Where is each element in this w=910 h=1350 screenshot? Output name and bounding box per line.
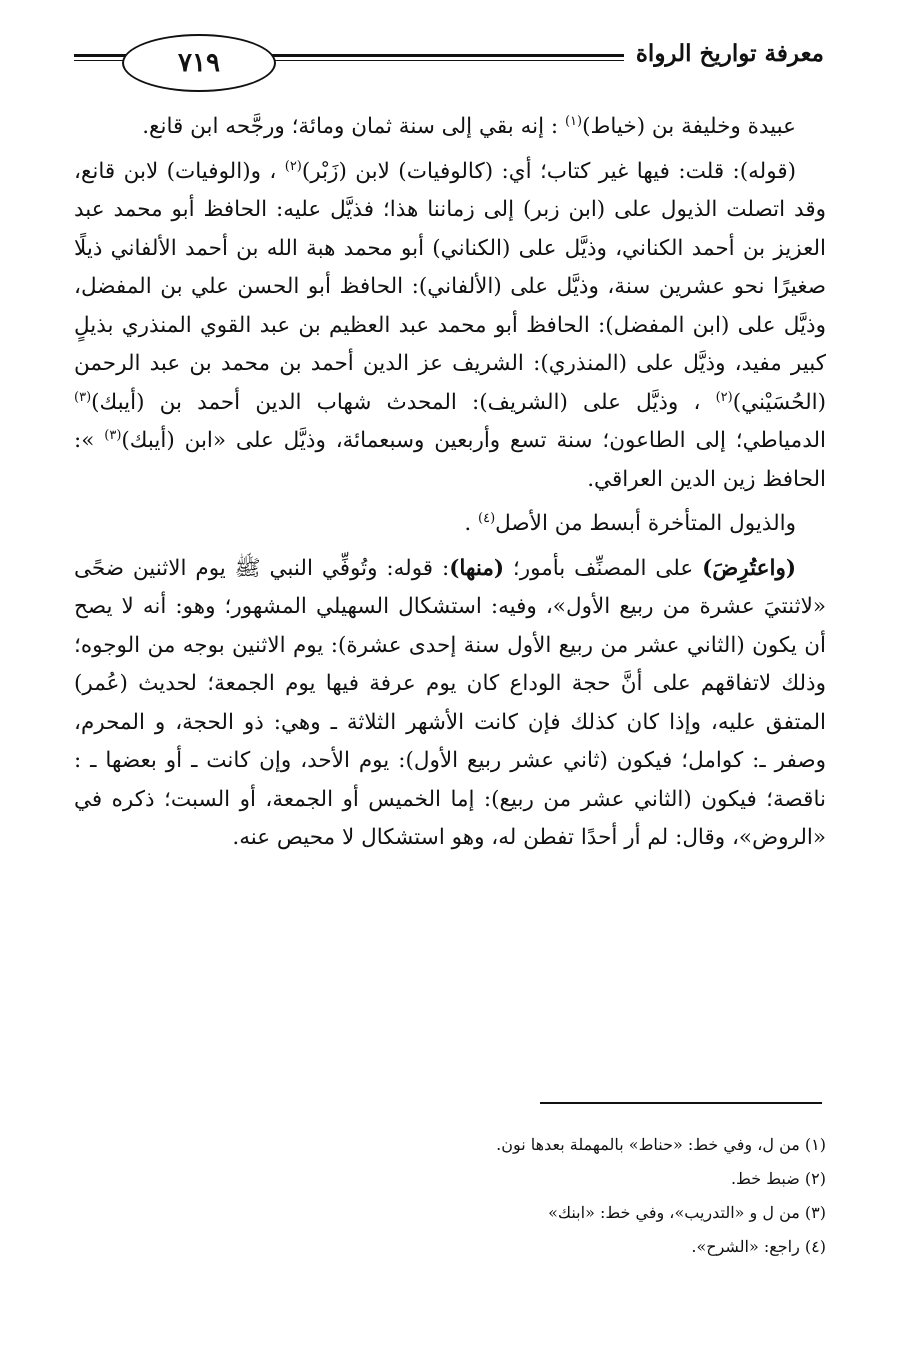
- bold-text: (واعتُرِضَ): [702, 555, 796, 581]
- footnote-ref: (٤): [478, 510, 496, 526]
- bold-text: (منها): [449, 555, 505, 581]
- footnote-ref: (٢): [284, 158, 302, 174]
- text-run: والذيول المتأخرة أبسط من الأصل: [495, 511, 796, 536]
- text-run: »: الحافظ زين الدين العراقي.: [74, 428, 826, 492]
- running-title: معرفة تواريخ الرواة: [624, 40, 824, 67]
- text-run: (قوله): قلت: فيها غير كتاب؛ أي: (كالوفيات) لابن (زَبْر): [301, 158, 796, 184]
- text-run: : إنه بقي إلى سنة ثمان ومائة؛ ورجَّحه ابن قانع.: [142, 114, 565, 139]
- footnote-ref: (٢): [715, 389, 733, 405]
- footnote-separator: [540, 1102, 822, 1104]
- text-run: ، وذيَّل على (الشريف): المحدث شهاب الدين أحمد بن (أيبك): [91, 389, 716, 415]
- text-run: على المصنِّف بأمور؛: [504, 555, 703, 581]
- page-number: ٧١٩: [122, 34, 276, 92]
- footnote-ref: (٣): [74, 389, 92, 405]
- text-run: : قوله: وتُوفِّي النبي ﷺ يوم الاثنين ضحًى «لاثنتيَ عشرة من ربيع الأول»، وفيه: استشكال السهيلي المشهور؛ وهو: أنه لا يصح أن يكون (الثاني عشر من ربيع الأول سنة إحدى عشرة): يوم الاثنين بوجه من الوجوه؛ وذلك لاتفاقهم على أنَّ حجة الوداع كان يوم عرفة فيها يوم الجمعة؛ لحديث (عُمر) المتفق عليه، وإذا كان كذلك فإن كانت الأشهر الثلاثة ـ وهي: ذو الحجة، و المحرم، وصفر ـ: كوامل؛ فيكون (ثاني عشر ربيع الأول): يوم الأحد، وإن كانت ـ أو بعضها ـ : ناقصة؛ فيكون (الثاني عشر من ربيع): إما الخميس أو الجمعة، أو السبت؛ ذكره في «الروض»، وقال: لم أر أحدًا تفطن له، وهو استشكال لا محيص عنه.: [74, 555, 826, 850]
- main-text: [74, 108, 826, 858]
- footnote: (٣) من ل و «التدريب»، وفي خط: «ابنك»: [548, 1203, 826, 1222]
- footnote: (٢) ضبط خط.: [730, 1169, 826, 1188]
- footnote-ref: (٣): [104, 427, 122, 443]
- text-run: .: [464, 511, 478, 536]
- text-run: الدمياطي؛ إلى الطاعون؛ سنة تسع وأربعين وسبعمائة، وذيَّل على «ابن (أيبك): [121, 428, 827, 453]
- paragraph: [74, 550, 826, 858]
- text-run: عبيدة وخليفة بن (خياط): [582, 114, 796, 139]
- footnote: (١) من ل، وفي خط: «حناط» بالمهملة بعدها نون.: [496, 1135, 826, 1154]
- footnote: (٤) راجع: «الشرح».: [691, 1237, 826, 1256]
- paragraph: [74, 505, 826, 544]
- footnotes: [74, 1128, 826, 1264]
- footnote-ref: (١): [564, 113, 583, 129]
- text-run: ، و(الوفيات) لابن قانع، وقد اتصلت الذيول على (ابن زبر) إلى زماننا هذا؛ فذيَّل عليه: الحافظ أبو محمد عبد العزيز بن أحمد الكناني، وذيَّل على (الكناني) أبو محمد هبة الله بن أحمد الألفاني ذيلًا صغيرًا نحو عشرين سنة، وذيَّل على (الألفاني): الحافظ أبو الحسن علي بن المفضل، وذيَّل على (ابن المفضل): الحافظ أبو محمد عبد العظيم بن عبد القوي المنذري بذيلٍ كبير مفيد، وذيَّل على (المنذري): الشريف عز الدين أحمد بن محمد بن عبد الرحمن (الحُسَيْني): [74, 158, 826, 415]
- paragraph: [74, 153, 826, 500]
- running-header: [74, 30, 824, 96]
- paragraph: [74, 108, 826, 147]
